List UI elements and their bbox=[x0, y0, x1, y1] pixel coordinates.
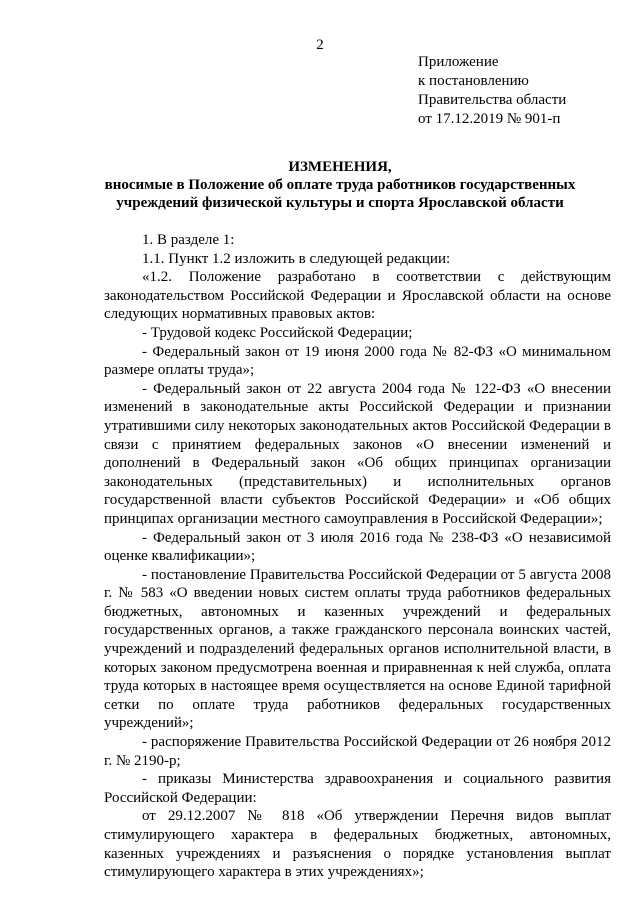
list-item-law-238: - Федеральный закон от 3 июля 2016 года № 238-ФЗ «О независимой оценке квалификации»; bbox=[104, 529, 611, 565]
list-item-law-82: - Федеральный закон от 19 июня 2000 года № 82-ФЗ «О минимальном размере оплаты труда»; bbox=[104, 343, 611, 379]
title-subtitle-line-2: учреждений физической культуры и спорта Ярославской области bbox=[116, 195, 564, 211]
title-heading: ИЗМЕНЕНИЯ, bbox=[288, 159, 392, 175]
appendix-block bbox=[418, 53, 618, 129]
list-item-ministry-orders: - приказы Министерства здравоохранения и социального развития Российской Федерации: bbox=[104, 771, 611, 806]
page-number: 2 bbox=[316, 37, 324, 53]
title-subtitle-line-1: вносимые в Положение об оплате труда работников государственных bbox=[104, 177, 576, 193]
document-title bbox=[70, 158, 610, 212]
appendix-line-1: Приложение bbox=[418, 54, 499, 70]
paragraph-point-1-1: 1.1. Пункт 1.2 изложить в следующей редакции: bbox=[142, 250, 451, 267]
list-item-law-122: - Федеральный закон от 22 августа 2004 года № 122-ФЗ «О внесении изменений в законодательные акты Российской Федерации и признании утратившими силу некоторых законодательных актов Российской Федерации в связи с принятием федеральных законов «О внесении изменений и дополнений в Федеральный закон «Об общих принципах организации законодательных (представительных) и исполнительных органов государственной власти субъектов Российской Федерации» и «Об общих принципах организации местного самоуправления в Российской Федерации»; bbox=[104, 380, 611, 527]
appendix-line-4: от 17.12.2019 № 901-п bbox=[418, 111, 561, 127]
document-body bbox=[104, 231, 611, 882]
paragraph-section-1: 1. В разделе 1: bbox=[142, 232, 235, 248]
list-item-order-2190: - распоряжение Правительства Российской Федерации от 26 ноября 2012 г. № 2190-р; bbox=[104, 734, 611, 769]
list-item-labor-code: - Трудовой кодекс Российской Федерации; bbox=[142, 324, 413, 341]
list-item-resolution-583: - постановление Правительства Российской Федерации от 5 августа 2008 г. № 583 «О введении новых систем оплаты труда работников федеральных бюджетных, автономных и казенных учреждений и федеральных государственных органов, а также гражданского персонала воинских частей, учреждений и подразделений федеральных органов исполнительной власти, в которых законом предусмотрена военная и приравненная к ней служба, оплата труда которых в настоящее время осуществляется на основе Единой тарифной сетки по оплате труда работников федеральных государственных учреждений»; bbox=[104, 566, 611, 732]
appendix-line-2: к постановлению bbox=[418, 73, 529, 89]
list-item-order-818: от 29.12.2007 № 818 «Об утверждении Перечня видов выплат стимулирующего характера в федеральных бюджетных, автономных, казенных учреждениях и разъяснения о порядке установления выплат стимулирующего характера в этих учреждениях»; bbox=[104, 808, 611, 881]
appendix-line-3: Правительства области bbox=[418, 92, 567, 108]
paragraph-point-1-2-intro: «1.2. Положение разработано в соответствии с действующим законодательством Российской Федерации и Ярославской области на основе следующих нормативных правовых актов: bbox=[104, 269, 611, 323]
